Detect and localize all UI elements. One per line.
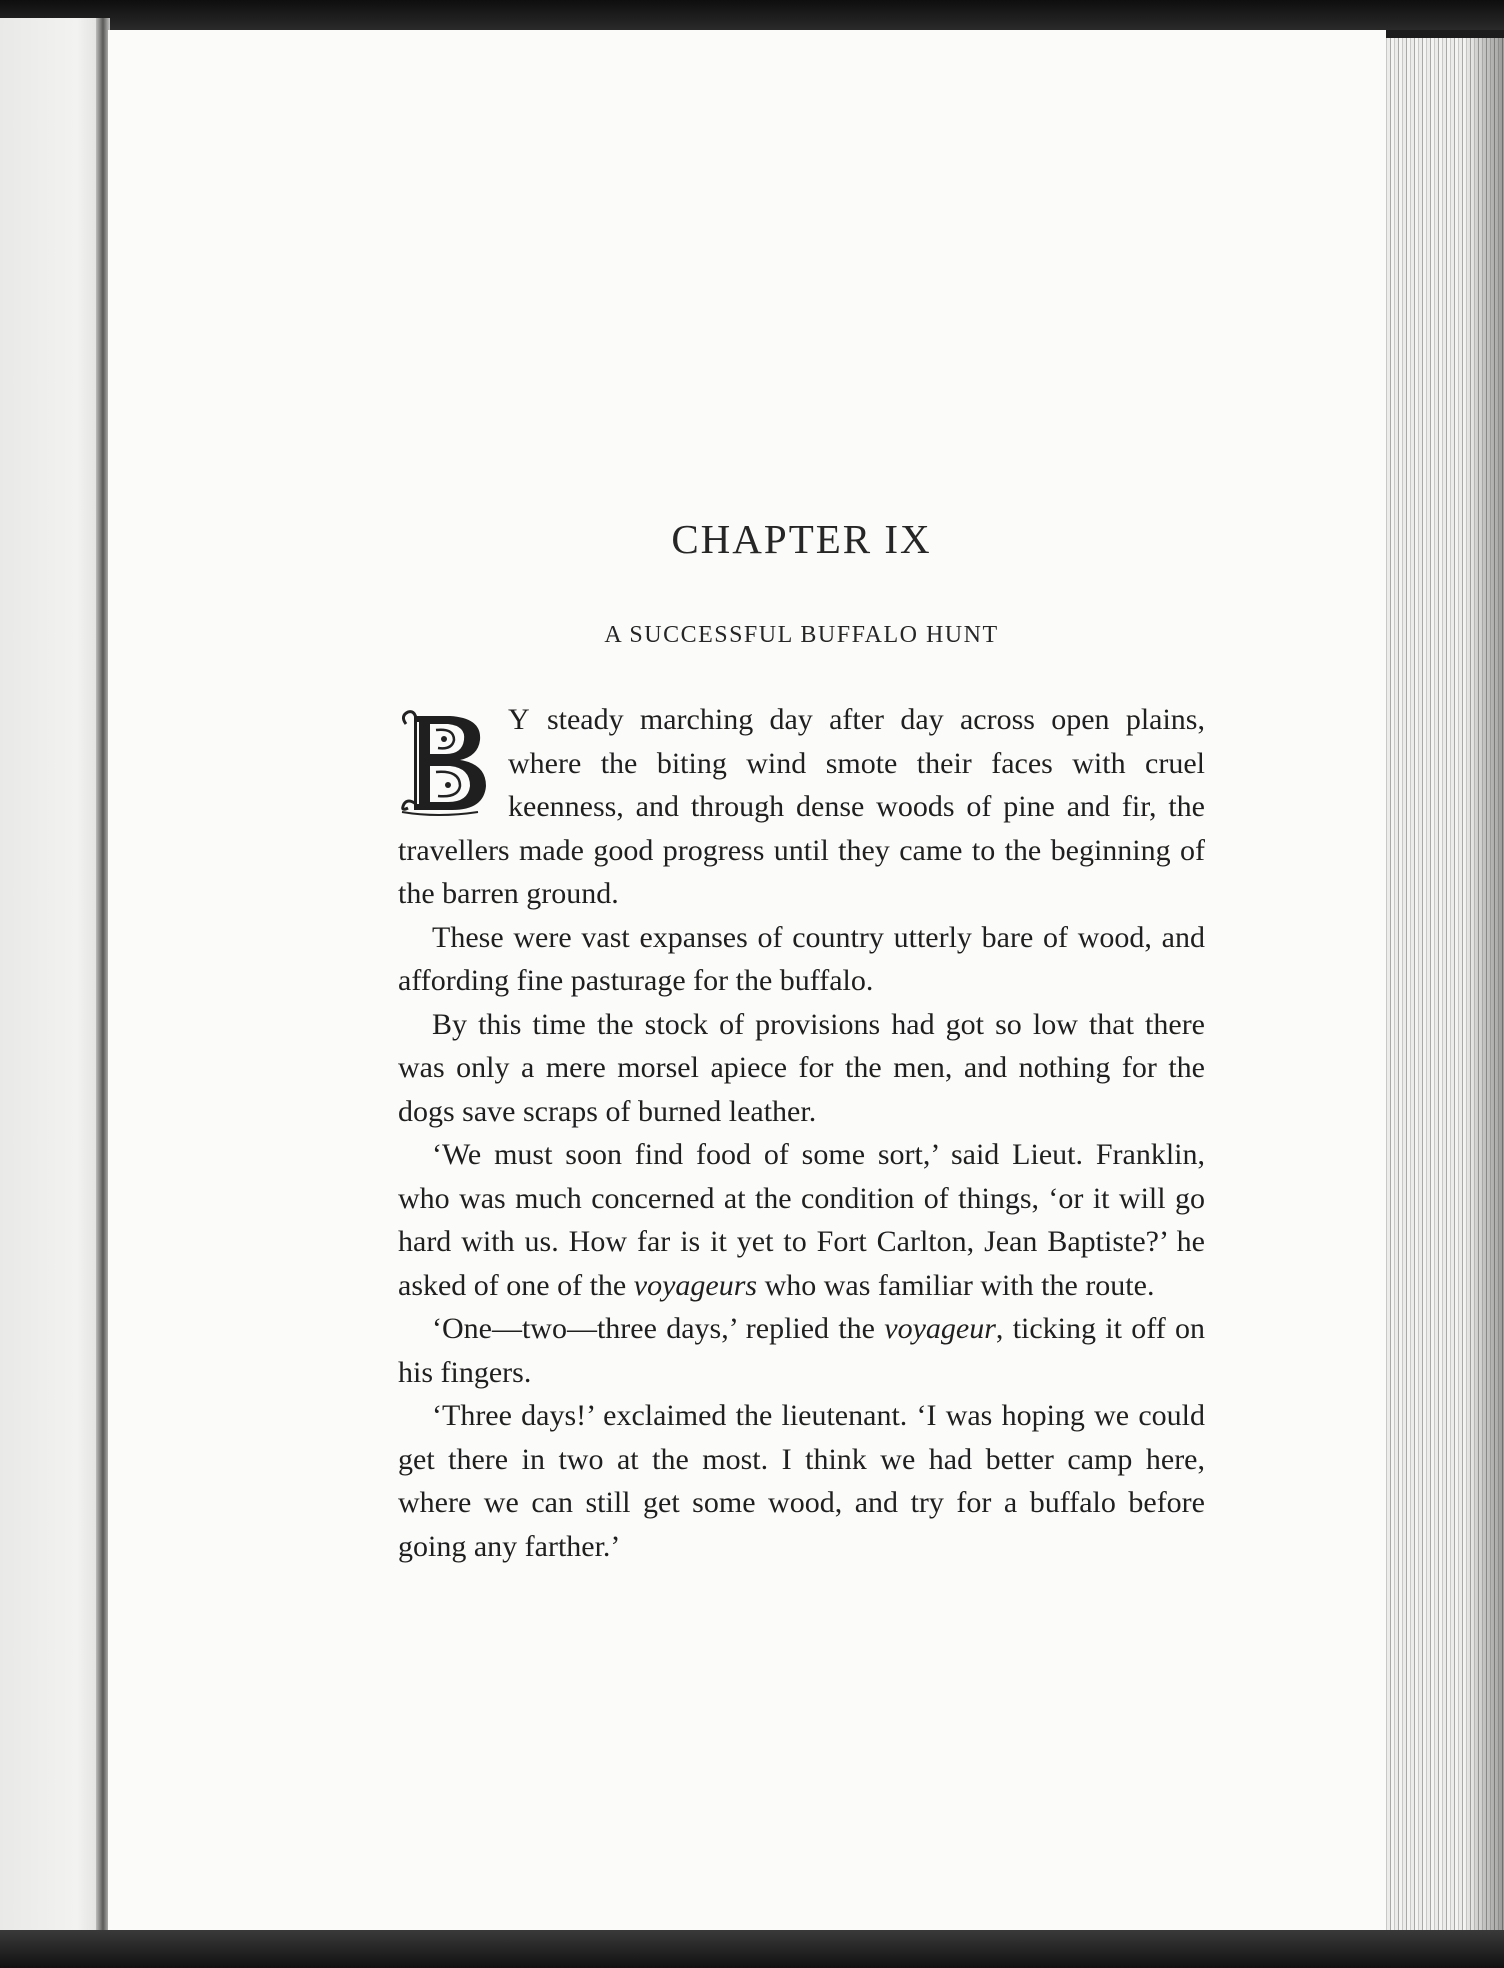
page-stack-edges xyxy=(1375,38,1504,1938)
paragraph-2 xyxy=(398,916,1205,1003)
paragraph-text: By this time the stock of provisions had got so low that there was only a mere morsel apiece for the men, and nothing for the dogs save scraps of burned leather. xyxy=(398,1007,1205,1128)
chapter-body xyxy=(398,698,1205,1568)
scan-bottom-shadow xyxy=(0,1930,1504,1968)
scan-top-shadow xyxy=(0,0,1504,30)
ornamental-drop-cap xyxy=(398,708,494,816)
paragraph-text: These were vast expanses of country utterly bare of wood, and affording fine pasturage for the buffalo. xyxy=(398,920,1205,997)
book-page xyxy=(108,30,1386,1930)
paragraph-text: , ticking it off on his fingers. xyxy=(398,1312,1205,1389)
italic-term: voyageur xyxy=(884,1312,996,1345)
left-page-edge xyxy=(0,18,110,1958)
paragraph-3 xyxy=(398,1003,1205,1134)
paragraph-4 xyxy=(398,1133,1205,1307)
paragraph-text: who was familiar with the route. xyxy=(757,1268,1155,1302)
drop-cap-b-icon xyxy=(398,708,494,816)
paragraph-text: ‘We must soon find food of some sort,’ said Lieut. Franklin, who was much concerned at the condition of things, ‘or it will go hard with us. How far is it yet to Fort Carlton, Jean Baptiste?’ he asked of one of the xyxy=(398,1138,1205,1302)
paragraph-5 xyxy=(398,1307,1205,1394)
paragraph-text: ‘Three days!’ exclaimed the lieutenant. ‘I was hoping we could get there in two at the most. I think we had better camp here, where we can still get some wood, and try for a buffalo before going any farther.’ xyxy=(398,1399,1205,1563)
chapter-title: CHAPTER IX xyxy=(671,516,932,562)
chapter-subtitle: A SUCCESSFUL BUFFALO HUNT xyxy=(604,622,999,648)
paragraph-6 xyxy=(398,1394,1205,1568)
first-word-lead: Y xyxy=(508,703,531,736)
paragraph-text: steady marching day after day across open plains, where the biting wind smote their faces with cruel keenness, and through dense woods of pine and fir, the travellers made good progress until they came to the beginning of the barren ground. xyxy=(398,703,1205,910)
paragraph-1 xyxy=(398,698,1205,916)
italic-term: voyageurs xyxy=(633,1268,758,1302)
paragraph-text: ‘One—two—three days,’ replied the xyxy=(432,1312,885,1345)
